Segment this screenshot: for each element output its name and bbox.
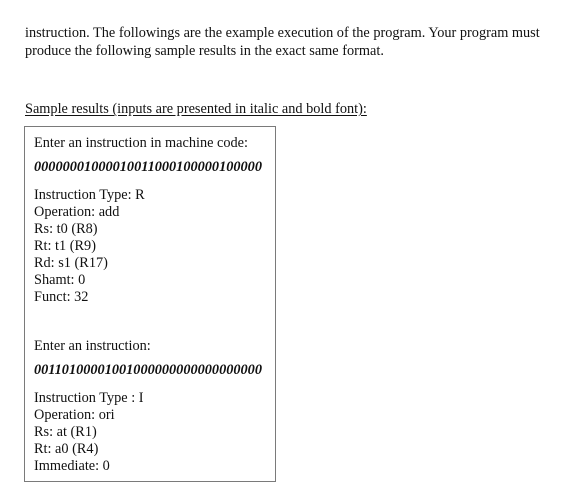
example1-output-line: Instruction Type: R	[34, 187, 145, 203]
example2-prompt: Enter an instruction:	[34, 338, 151, 354]
example1-output-line: Shamt: 0	[34, 272, 86, 288]
sample-results-heading: Sample results (inputs are presented in italic and bold font):	[25, 101, 367, 117]
example-spacer	[34, 306, 275, 338]
example1-output-line: Rd: s1 (R17)	[34, 255, 108, 271]
example2-output-line: Operation: ori	[34, 407, 115, 423]
intro-paragraph	[25, 24, 565, 60]
intro-line-1: instruction. The followings are the example execution of the program. Your program must	[25, 25, 540, 41]
example1-output-line: Funct: 32	[34, 289, 89, 305]
example2-input: 00110100001001000000000000000000	[34, 362, 262, 378]
example1-output-line: Rs: t0 (R8)	[34, 221, 98, 237]
example2-output-line: Rs: at (R1)	[34, 424, 97, 440]
example2-output-line: Instruction Type : I	[34, 390, 144, 406]
example2-output-line: Rt: a0 (R4)	[34, 441, 99, 457]
sample-results-box	[24, 126, 276, 482]
example1-output-line: Operation: add	[34, 204, 120, 220]
example1-prompt: Enter an instruction in machine code:	[34, 135, 248, 151]
example1-input: 00000001000010011000100000100000	[34, 159, 262, 175]
example1-output-line: Rt: t1 (R9)	[34, 238, 96, 254]
intro-line-2: produce the following sample results in the exact same format.	[25, 43, 384, 59]
example2-output-line: Immediate: 0	[34, 458, 110, 474]
